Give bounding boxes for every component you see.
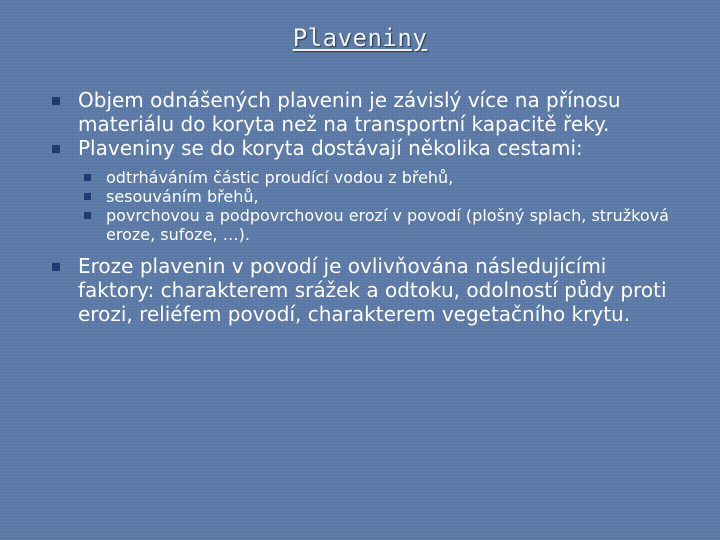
square-bullet-icon [52, 263, 60, 271]
square-bullet-icon [84, 212, 91, 219]
bullet-item [50, 136, 670, 160]
bullet-item [50, 254, 670, 326]
slide-content [50, 88, 670, 326]
sub-bullet-text: odtrháváním částic proudící vodou z břehů, [106, 168, 454, 187]
sub-bullet-item [50, 187, 670, 206]
sub-bullet-list [50, 168, 670, 244]
sub-bullet-text: povrchovou a podpovrchovou erozí v povodí (plošný splach, stružková eroze, sufoze, …). [106, 206, 669, 244]
bullet-text: Objem odnášených plavenin je závislý více na přínosu materiálu do koryta než na transportní kapacitě řeky. [78, 88, 621, 136]
slide-title: Plaveniny [292, 24, 428, 52]
square-bullet-icon [52, 145, 60, 153]
bullet-text: Plaveniny se do koryta dostávají několika cestami: [78, 136, 583, 160]
square-bullet-icon [84, 174, 91, 181]
sub-bullet-item [50, 168, 670, 187]
bullet-item [50, 88, 670, 136]
sub-bullet-item [50, 206, 670, 244]
square-bullet-icon [84, 193, 91, 200]
sub-bullet-text: sesouváním břehů, [106, 187, 259, 206]
bullet-text: Eroze plavenin v povodí je ovlivňována následujícími faktory: charakterem srážek a odtoku, odolností půdy proti erozi, reliéfem povodí, charakterem vegetačního krytu. [78, 254, 667, 326]
square-bullet-icon [52, 97, 60, 105]
